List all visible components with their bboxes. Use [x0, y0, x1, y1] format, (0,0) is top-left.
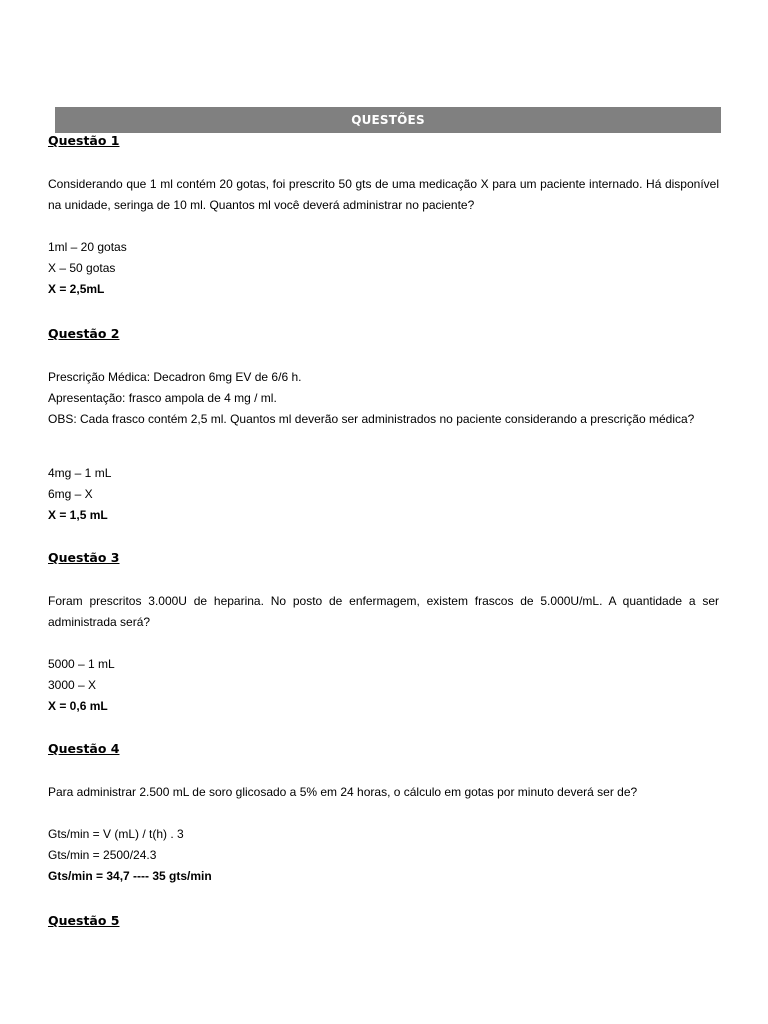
question-3-line-2: 3000 – X [48, 678, 97, 692]
question-3-text: Foram prescritos 3.000U de heparina. No posto de enfermagem, existem frascos de 5.000U/mL. A quantidade a ser administrada será? [48, 594, 719, 629]
question-2-observation: OBS: Cada frasco contém 2,5 ml. Quantos ml deverão ser administrados no paciente considerando a prescrição médica? [48, 412, 695, 426]
question-1-line-2: X – 50 gotas [48, 261, 116, 275]
question-4-line-2: Gts/min = 2500/24.3 [48, 848, 157, 862]
question-4-text: Para administrar 2.500 mL de soro glicosado a 5% em 24 horas, o cálculo em gotas por minuto deverá ser de? [48, 785, 638, 799]
question-4-line-1: Gts/min = V (mL) / t(h) . 3 [48, 827, 184, 841]
question-2-answer: X = 1,5 mL [48, 508, 108, 522]
question-1-text: Considerando que 1 ml contém 20 gotas, foi prescrito 50 gts de uma medicação X para um paciente internado. Há disponível na unidade, seringa de 10 ml. Quantos ml você deverá administrar no paciente? [48, 177, 719, 212]
question-1-line-1: 1ml – 20 gotas [48, 240, 127, 254]
question-1-answer: X = 2,5mL [48, 282, 105, 296]
question-2-presentation: Apresentação: frasco ampola de 4 mg / ml. [48, 391, 277, 405]
section-header: QUESTÕES [55, 107, 721, 133]
question-3-line-1: 5000 – 1 mL [48, 657, 115, 671]
question-4-title: Questão 4 [48, 741, 120, 756]
question-1-title: Questão 1 [48, 133, 120, 148]
question-3-answer: X = 0,6 mL [48, 699, 108, 713]
question-4-answer: Gts/min = 34,7 ---- 35 gts/min [48, 869, 212, 883]
question-3-title: Questão 3 [48, 550, 120, 565]
question-2-line-2: 6mg – X [48, 487, 93, 501]
question-2-prescription: Prescrição Médica: Decadron 6mg EV de 6/6 h. [48, 370, 302, 384]
question-5-title: Questão 5 [48, 913, 120, 928]
question-2-line-1: 4mg – 1 mL [48, 466, 112, 480]
question-2-title: Questão 2 [48, 326, 120, 341]
